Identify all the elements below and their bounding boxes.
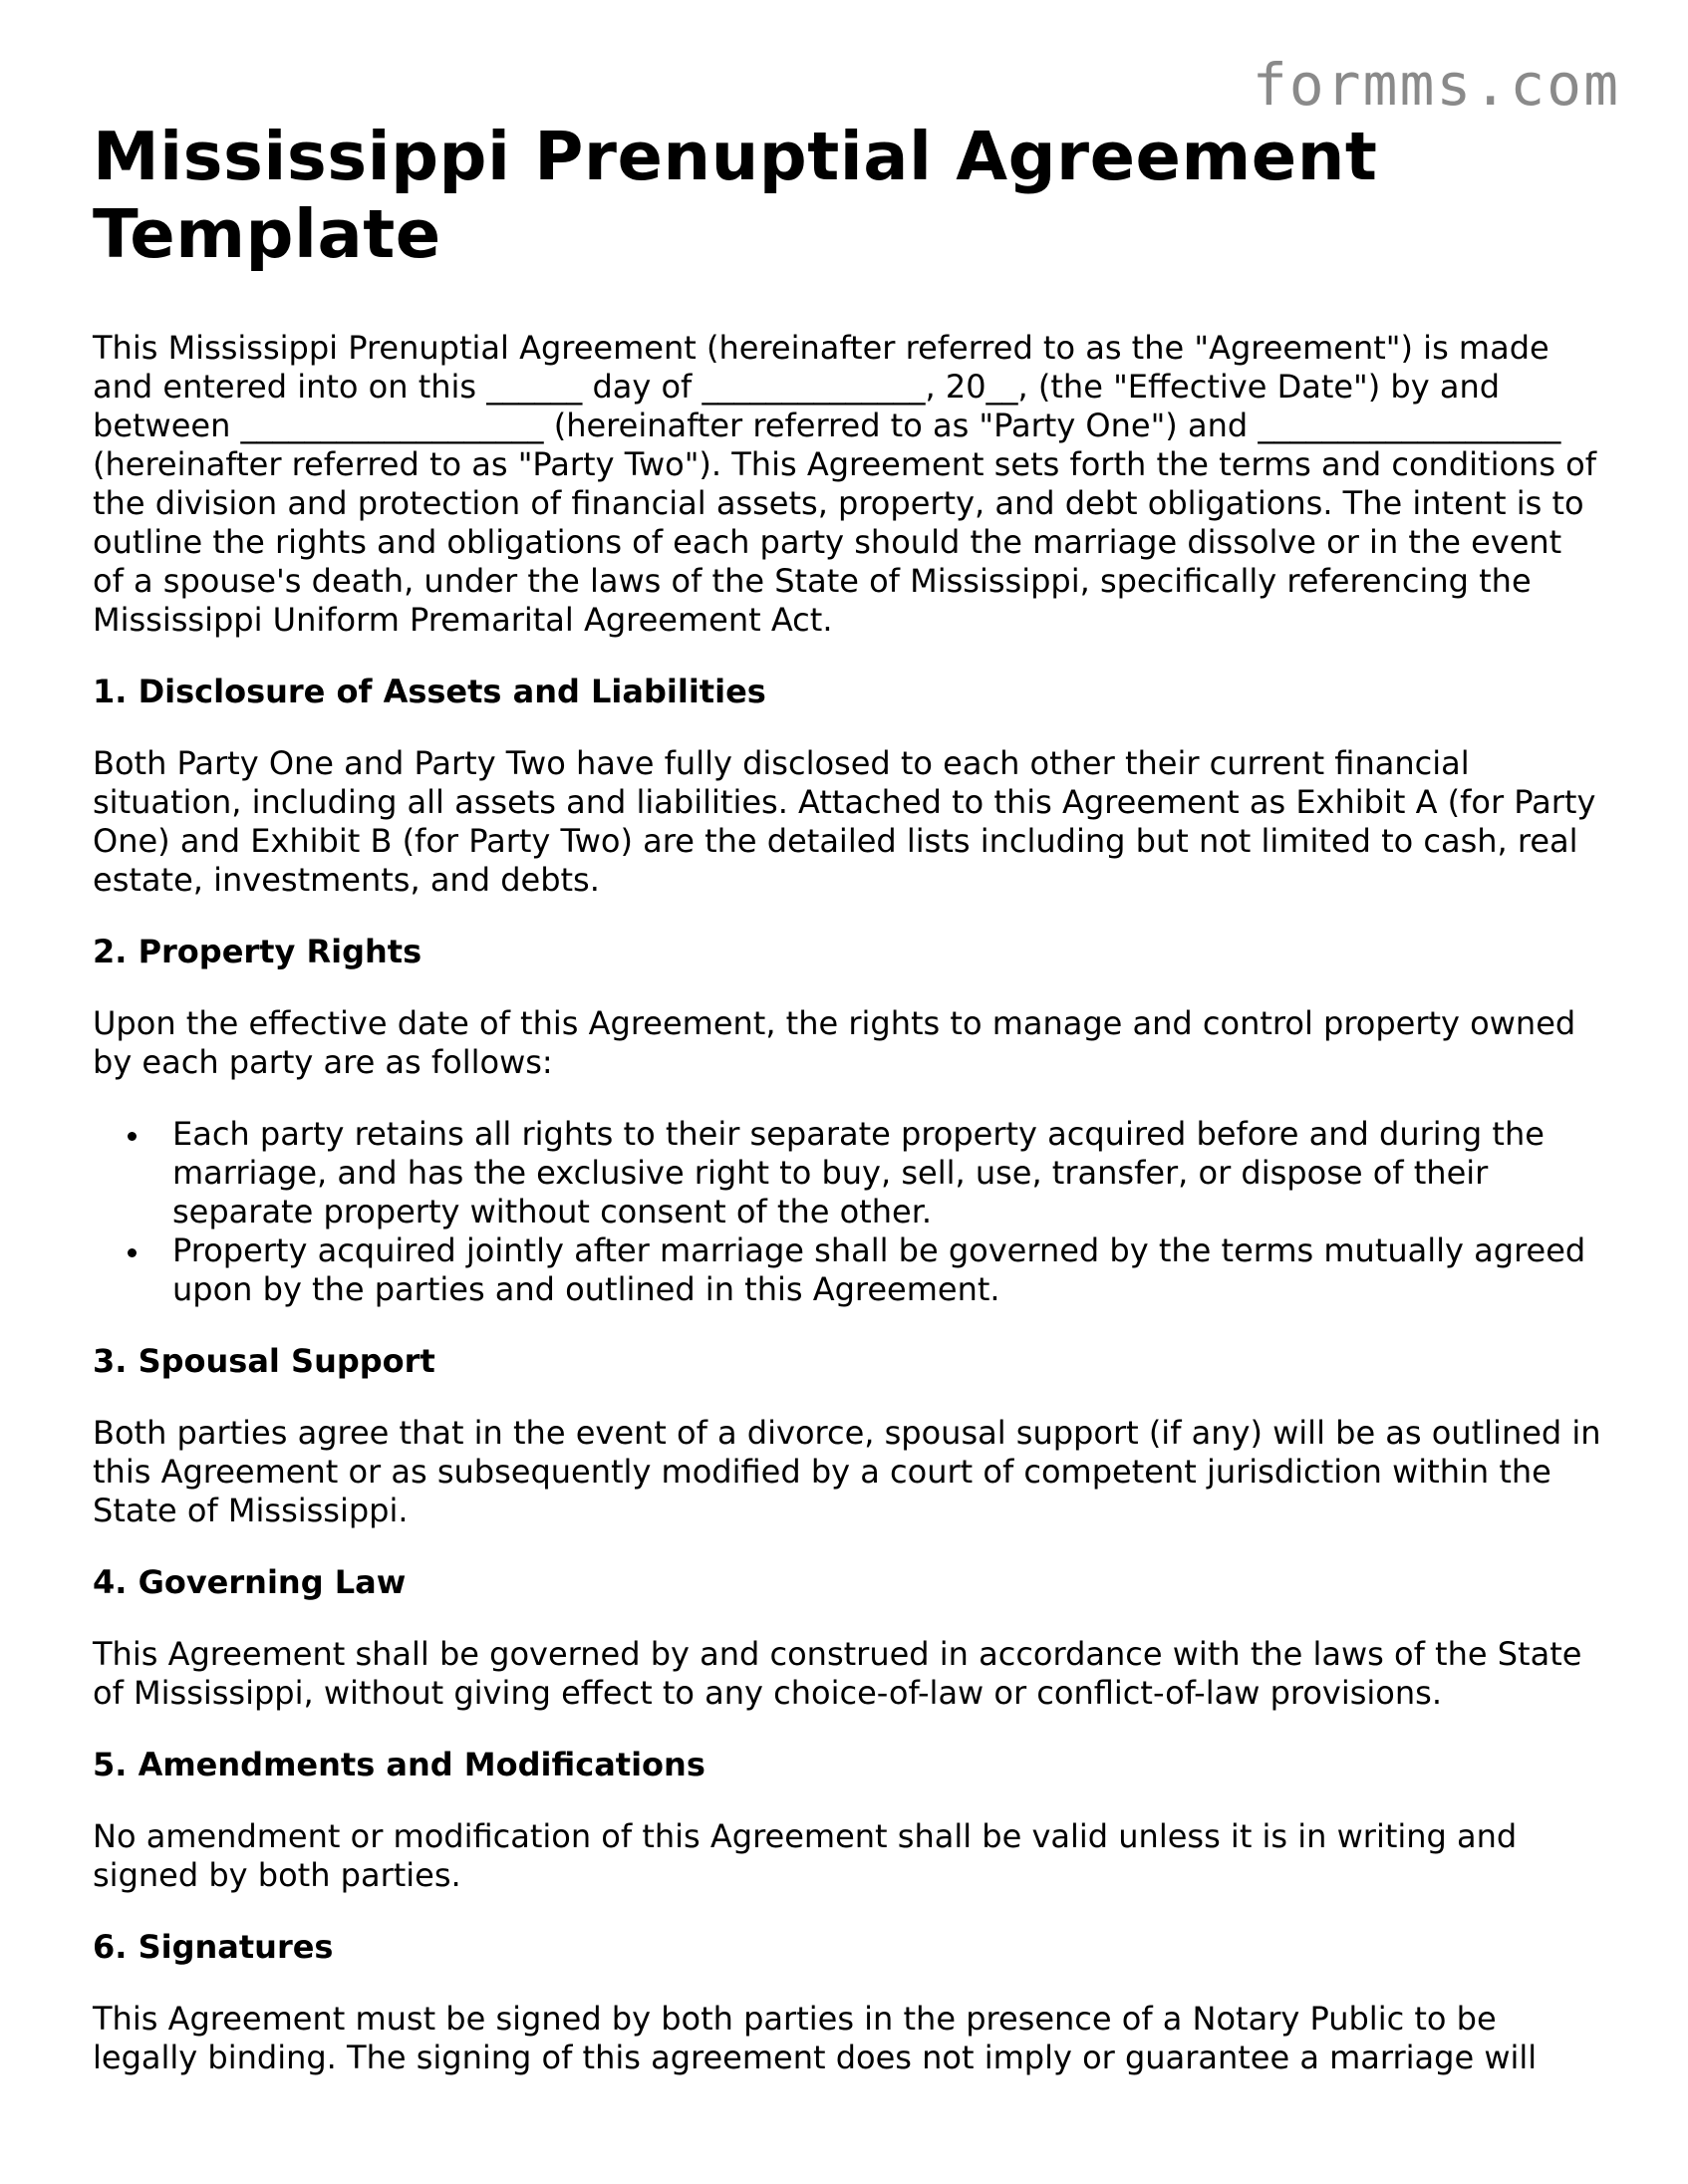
section-body-governing-law: This Agreement shall be governed by and construed in accordance with the laws of the State of Mississippi, without giving effect to any choice-of-law or conflict-of-law provisions. <box>93 1635 1582 1712</box>
watermark: formms.com <box>1252 51 1620 119</box>
intro-paragraph: This Mississippi Prenuptial Agreement (hereinafter referred to as the "Agreement") is made and entered into on this ______ day of ______________, 20__, (the "Effective Date") by and between ___________________ (hereinafter referred to as "Party One") and ___________________ (hereinafter referred to as "Party Two"). This Agreement sets forth the terms and conditions of the division and protection of financial assets, property, and debt obligations. The intent is to outline the rights and obligations of each party should the marriage dissolve or in the event of a spouse's death, under the laws of the State of Mississippi, specifically referencing the Mississippi Uniform Premarital Agreement Act. <box>93 329 1596 639</box>
list-item <box>172 1115 1602 1231</box>
document-title <box>93 118 1602 273</box>
section-body-signatures: This Agreement must be signed by both parties in the presence of a Notary Public to be legally binding. The signing of this agreement does not imply or guarantee a marriage will <box>93 2000 1538 2076</box>
section-heading-signatures: 6. Signatures <box>93 1928 334 1966</box>
section-body-spousal-support: Both parties agree that in the event of a divorce, spousal support (if any) will be as outlined in this Agreement or as subsequently modified by a court of competent jurisdiction within the State of Mississippi. <box>93 1414 1601 1529</box>
section-heading-governing-law: 4. Governing Law <box>93 1563 407 1601</box>
section-body-amendments: No amendment or modification of this Agreement shall be valid unless it is in writing and signed by both parties. <box>93 1817 1518 1894</box>
list-item-text: Each party retains all rights to their separate property acquired before and during the marriage, and has the exclusive right to buy, sell, use, transfer, or dispose of their separate property without consent of the other. <box>172 1115 1545 1230</box>
section-heading-property-rights: 2. Property Rights <box>93 933 422 970</box>
title-line-1: Mississippi Prenuptial Agreement <box>93 118 1378 195</box>
bullet-icon <box>128 1248 137 1257</box>
section-heading-amendments: 5. Amendments and Modifications <box>93 1746 705 1783</box>
document-body <box>93 118 1602 2077</box>
property-rights-list <box>93 1115 1602 1309</box>
list-item-text: Property acquired jointly after marriage shall be governed by the terms mutually agreed upon by the parties and outlined in this Agreement. <box>172 1231 1586 1308</box>
bullet-icon <box>128 1132 137 1141</box>
section-heading-spousal-support: 3. Spousal Support <box>93 1342 435 1380</box>
section-body-property-rights: Upon the effective date of this Agreement, the rights to manage and control property owned by each party are as follows: <box>93 1004 1576 1081</box>
section-body-disclosure: Both Party One and Party Two have fully disclosed to each other their current financial situation, including all assets and liabilities. Attached to this Agreement as Exhibit A (for Party One) and Exhibit B (for Party Two) are the detailed lists including but not limited to cash, real estate, investments, and debts. <box>93 744 1596 899</box>
title-line-2: Template <box>93 195 441 273</box>
section-heading-disclosure: 1. Disclosure of Assets and Liabilities <box>93 673 766 710</box>
list-item <box>172 1231 1602 1309</box>
